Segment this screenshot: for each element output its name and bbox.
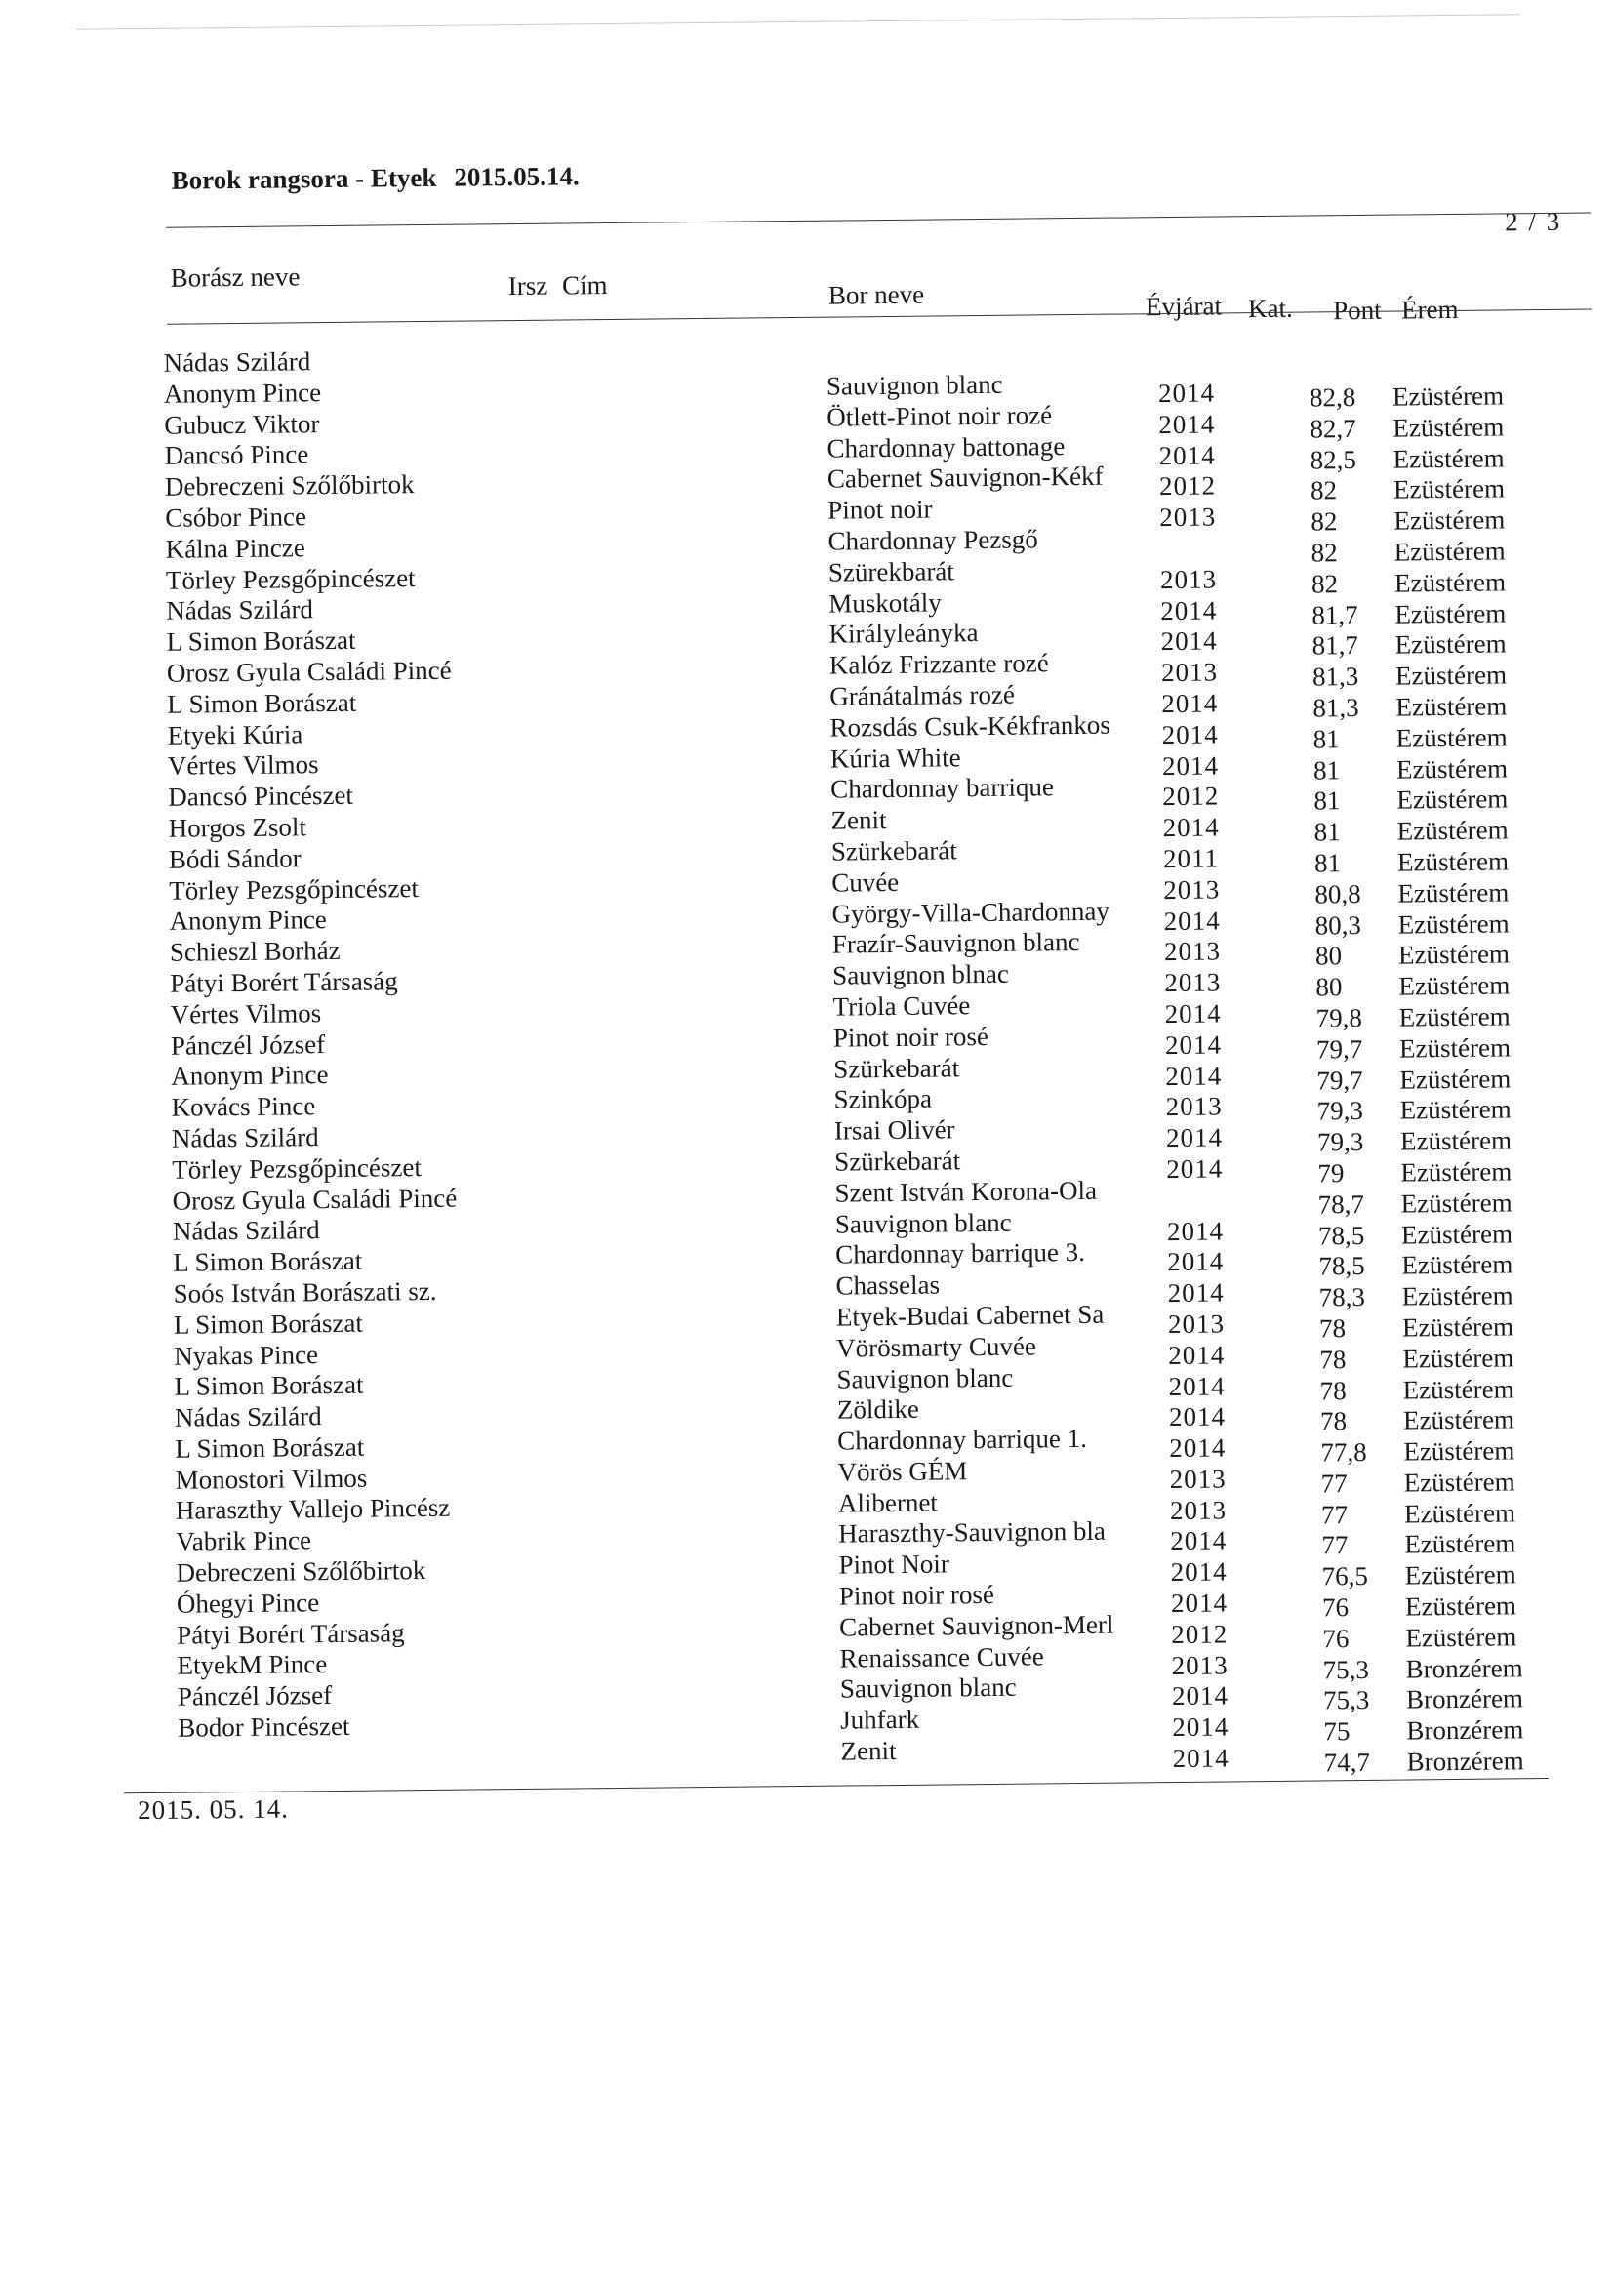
medal: Ezüstérem <box>1401 1311 1514 1343</box>
medal: Ezüstérem <box>1393 504 1506 536</box>
vintage-year: 2014 <box>1167 1246 1225 1277</box>
document-title <box>171 161 579 195</box>
medal: Ezüstérem <box>1396 784 1509 815</box>
wine-name: Kalóz Frizzante rozé <box>828 648 1049 680</box>
wine-name: Chardonnay barrique 3. <box>835 1237 1086 1269</box>
wine-name: Muskotály <box>828 587 942 619</box>
medal: Ezüstérem <box>1396 815 1509 846</box>
winemaker-name: Bodor Pincészet <box>178 1711 350 1743</box>
vintage-year: 2014 <box>1172 1712 1230 1743</box>
winemaker-name: Monostori Vilmos <box>175 1463 368 1495</box>
wine-name: Triola Cuvée <box>832 990 971 1022</box>
scan-edge-line <box>76 14 1520 29</box>
medal: Ezüstérem <box>1399 1125 1512 1156</box>
score: 79,7 <box>1316 1065 1363 1095</box>
winemaker-name: L Simon Borászat <box>175 1431 365 1464</box>
vintage-year: 2011 <box>1162 843 1220 874</box>
winemaker-name: Óhegyi Pince <box>176 1588 320 1619</box>
score: 79,7 <box>1315 1033 1363 1065</box>
vintage-year: 2014 <box>1170 1525 1228 1556</box>
medal: Ezüstérem <box>1402 1343 1514 1374</box>
page-number: 2 / 3 <box>1505 206 1562 237</box>
winemaker-name: Nádas Szilárd <box>163 346 311 378</box>
ranking-table-body <box>0 333 1613 1778</box>
medal: Ezüstérem <box>1394 628 1507 660</box>
score: 78 <box>1319 1375 1347 1405</box>
vintage-year: 2014 <box>1164 998 1222 1029</box>
winemaker-name: L Simon Borászat <box>173 1245 363 1277</box>
header-kat: Kat. <box>1247 293 1293 324</box>
wine-name: Pinot noir <box>827 494 933 525</box>
wine-name: Chardonnay battonage <box>827 430 1066 463</box>
vintage-year: 2014 <box>1168 1340 1226 1370</box>
winemaker-name: Dancsó Pince <box>164 439 309 471</box>
header-top-rule <box>166 212 1591 227</box>
vintage-year: 2013 <box>1169 1464 1227 1494</box>
wine-name: György-Villa-Chardonnay <box>831 896 1110 929</box>
vintage-year: 2013 <box>1169 1495 1228 1525</box>
score: 81 <box>1313 848 1342 878</box>
vintage-year: 2013 <box>1167 1309 1226 1339</box>
header-erem: Érem <box>1400 294 1459 325</box>
wine-name: Sauvignon blanc <box>826 369 1003 401</box>
medal: Ezüstérem <box>1395 722 1508 753</box>
vintage-year: 2014 <box>1158 440 1216 470</box>
wine-name: Ötlett-Pinot noir rozé <box>827 400 1053 432</box>
score: 82,5 <box>1310 444 1357 475</box>
score: 77 <box>1320 1469 1348 1499</box>
score: 80,8 <box>1314 878 1361 909</box>
score: 80,3 <box>1314 909 1362 941</box>
wine-name: Zöldike <box>836 1394 920 1425</box>
winemaker-name: Törley Pezsgőpincészet <box>165 562 416 595</box>
medal: Ezüstérem <box>1403 1467 1515 1498</box>
footer-date: 2015. 05. 14. <box>137 1793 290 1826</box>
winemaker-name: Pánczél József <box>177 1680 333 1712</box>
vintage-year: 2014 <box>1163 906 1221 936</box>
winemaker-name: Nyakas Pince <box>174 1339 319 1371</box>
vintage-year: 2013 <box>1159 564 1218 594</box>
winemaker-name: EtyekM Pince <box>177 1649 328 1681</box>
winemaker-name: Nádas Szilárd <box>166 594 314 626</box>
winemaker-name: L Simon Borászat <box>173 1308 364 1340</box>
vintage-year: 2014 <box>1170 1556 1228 1588</box>
vintage-year: 2013 <box>1163 936 1222 967</box>
vintage-year: 2014 <box>1168 1370 1226 1401</box>
medal: Ezüstérem <box>1399 1094 1512 1125</box>
score: 77 <box>1321 1530 1349 1560</box>
vintage-year: 2014 <box>1170 1588 1229 1619</box>
vintage-year: 2013 <box>1171 1650 1229 1680</box>
wine-name: Pinot noir rosé <box>838 1580 995 1611</box>
medal: Ezüstérem <box>1397 939 1511 970</box>
wine-name: Zenit <box>830 805 887 835</box>
wine-name: Szürekbarát <box>827 556 954 587</box>
wine-name: Gránátalmás rozé <box>829 679 1016 711</box>
winemaker-name: Anonym Pince <box>169 905 327 937</box>
winemaker-name: Haraszthy Vallejo Pincész <box>175 1493 451 1526</box>
medal: Ezüstérem <box>1403 1435 1515 1467</box>
wine-name: Frazír-Sauvignon blanc <box>831 927 1080 959</box>
winemaker-name: Nádas Szilárd <box>174 1401 322 1432</box>
medal: Ezüstérem <box>1398 970 1511 1001</box>
winemaker-name: Vértes Vilmos <box>170 997 322 1029</box>
winemaker-name: Pánczél József <box>170 1028 326 1061</box>
vintage-year: 2012 <box>1171 1619 1229 1649</box>
winemaker-name: Debreczeni Szőlőbirtok <box>164 469 415 502</box>
medal: Bronzérem <box>1406 1746 1524 1777</box>
winemaker-name: Csóbor Pince <box>165 502 307 533</box>
wine-name: Alibernet <box>837 1487 939 1518</box>
winemaker-name: Kovács Pince <box>171 1091 316 1122</box>
wine-name: Etyek-Budai Cabernet Sa <box>835 1299 1105 1332</box>
vintage-year: 2014 <box>1157 378 1216 409</box>
wine-name: Szent István Korona-Ola <box>834 1175 1098 1208</box>
vintage-year: 2014 <box>1158 409 1216 439</box>
vintage-year: 2014 <box>1167 1277 1225 1309</box>
medal: Ezüstérem <box>1399 1063 1512 1095</box>
winemaker-name: Nádas Szilárd <box>171 1122 319 1153</box>
winemaker-name: Dancsó Pincészet <box>168 780 354 812</box>
medal: Ezüstérem <box>1400 1188 1512 1219</box>
wine-name: Sauvignon blnac <box>832 958 1010 990</box>
medal: Ezüstérem <box>1401 1280 1513 1311</box>
header-irsz: Irsz <box>507 270 548 302</box>
vintage-year: 2013 <box>1163 874 1221 905</box>
score: 81 <box>1312 754 1341 785</box>
medal: Ezüstérem <box>1392 442 1505 474</box>
vintage-year: 2014 <box>1161 688 1219 719</box>
winemaker-name: Debreczeni Szőlőbirtok <box>176 1555 426 1588</box>
score: 75,3 <box>1322 1685 1370 1715</box>
score: 78,5 <box>1318 1251 1365 1281</box>
medal: Bronzérem <box>1406 1714 1524 1746</box>
medal: Ezüstérem <box>1404 1559 1516 1591</box>
score: 78 <box>1319 1406 1348 1436</box>
wine-name: Chasselas <box>835 1269 941 1301</box>
score: 76,5 <box>1321 1561 1369 1591</box>
score: 82 <box>1311 538 1338 568</box>
score: 79,3 <box>1316 1096 1364 1126</box>
medal: Ezüstérem <box>1400 1156 1512 1188</box>
vintage-year: 2014 <box>1171 1680 1230 1712</box>
winemaker-name: Anonym Pince <box>171 1060 329 1092</box>
score: 75,3 <box>1322 1654 1370 1685</box>
vintage-year: 2014 <box>1161 719 1219 749</box>
wine-name: Szürkebarát <box>834 1146 961 1177</box>
wine-name: Szürkebarát <box>833 1052 960 1084</box>
winemaker-name: Etyeki Kúria <box>167 718 303 750</box>
score: 81 <box>1313 817 1341 847</box>
winemaker-name: Vértes Vilmos <box>167 749 319 782</box>
wine-name: Királyleányka <box>828 618 979 650</box>
medal: Ezüstérem <box>1394 660 1508 691</box>
score: 81 <box>1312 723 1340 754</box>
vintage-year: 2014 <box>1164 1029 1223 1060</box>
score: 82 <box>1311 506 1338 537</box>
header-cim: Cím <box>561 270 608 301</box>
wine-name: Cabernet Sauvignon-Merl <box>839 1609 1114 1642</box>
title-text: Borok rangsora - Etyek <box>171 162 437 195</box>
medal: Ezüstérem <box>1400 1218 1513 1250</box>
medal: Ezüstérem <box>1402 1404 1515 1435</box>
score: 82 <box>1311 568 1339 599</box>
medal: Ezüstérem <box>1401 1249 1513 1280</box>
wine-name: Vörösmarty Cuvée <box>836 1331 1037 1363</box>
score: 81,3 <box>1312 692 1359 723</box>
wine-name: Juhfark <box>840 1705 920 1735</box>
medal: Bronzérem <box>1405 1683 1524 1714</box>
score: 78,3 <box>1318 1282 1366 1312</box>
winemaker-name: Schieszl Borház <box>169 936 341 967</box>
wine-name: Zenit <box>840 1736 897 1766</box>
medal: Ezüstérem <box>1394 597 1507 629</box>
wine-name: Haraszthy-Sauvignon bla <box>838 1516 1107 1550</box>
medal: Ezüstérem <box>1404 1591 1517 1622</box>
medal: Ezüstérem <box>1402 1373 1514 1405</box>
vintage-year: 2014 <box>1165 1122 1224 1153</box>
score: 78,5 <box>1317 1220 1365 1250</box>
winemaker-name: Törley Pezsgőpincészet <box>172 1151 423 1185</box>
vintage-year: 2013 <box>1164 967 1222 998</box>
header-wine: Bor neve <box>827 279 925 310</box>
wine-name: Chardonnay barrique <box>830 772 1055 805</box>
vintage-year: 2014 <box>1161 750 1220 781</box>
wine-name: Sauvignon blanc <box>836 1362 1014 1394</box>
vintage-year: 2013 <box>1160 657 1219 688</box>
medal: Ezüstérem <box>1398 1032 1512 1064</box>
vintage-year: 2012 <box>1158 470 1217 502</box>
medal: Ezüstérem <box>1403 1498 1516 1529</box>
score: 81,7 <box>1311 599 1358 630</box>
score: 76 <box>1322 1624 1350 1654</box>
header-pont: Pont <box>1332 295 1382 326</box>
vintage-year: 2013 <box>1159 502 1217 533</box>
score: 77,8 <box>1320 1437 1367 1468</box>
winemaker-name: Pátyi Borért Társaság <box>170 966 398 998</box>
score: 82 <box>1310 475 1338 505</box>
winemaker-name: Horgos Zsolt <box>168 812 307 843</box>
header-name: Borász neve <box>170 262 301 293</box>
medal: Ezüstérem <box>1391 381 1505 412</box>
score: 74,7 <box>1323 1747 1371 1778</box>
score: 79,3 <box>1316 1127 1364 1157</box>
score: 78,7 <box>1317 1188 1365 1220</box>
title-date: 2015.05.14. <box>454 161 580 192</box>
wine-name: Cuvée <box>831 866 900 898</box>
vintage-year: 2014 <box>1166 1153 1224 1184</box>
winemaker-name: Soós István Borászati sz. <box>173 1275 437 1309</box>
vintage-year: 2014 <box>1168 1401 1227 1432</box>
vintage-year: 2014 <box>1165 1061 1223 1091</box>
medal: Ezüstérem <box>1392 412 1505 443</box>
vintage-year: 2013 <box>1165 1091 1223 1122</box>
winemaker-name: Törley Pezsgőpincészet <box>169 872 420 906</box>
medal: Ezüstérem <box>1404 1528 1516 1560</box>
score: 76 <box>1321 1592 1350 1623</box>
winemaker-name: Kálna Pincze <box>165 533 305 564</box>
score: 78 <box>1318 1313 1347 1344</box>
wine-name: Pinot Noir <box>838 1549 949 1580</box>
vintage-year: 2014 <box>1160 595 1218 625</box>
wine-name: Pinot noir rosé <box>832 1021 989 1053</box>
wine-name: Szürkebarát <box>830 835 957 866</box>
medal: Ezüstérem <box>1397 907 1510 940</box>
score: 82,8 <box>1309 382 1356 413</box>
vintage-year: 2012 <box>1162 781 1220 812</box>
medal: Ezüstérem <box>1392 473 1506 504</box>
vintage-year: 2014 <box>1162 812 1220 843</box>
medal: Ezüstérem <box>1395 691 1508 722</box>
winemaker-name: L Simon Borászat <box>166 624 356 657</box>
medal: Bronzérem <box>1405 1652 1523 1684</box>
medal: Ezüstérem <box>1393 567 1507 598</box>
score: 78 <box>1319 1344 1347 1375</box>
score: 75 <box>1323 1716 1351 1747</box>
wine-name: Kúria White <box>829 742 961 774</box>
medal: Ezüstérem <box>1405 1622 1517 1653</box>
score: 80 <box>1315 972 1343 1002</box>
wine-name: Chardonnay barrique 1. <box>837 1424 1088 1456</box>
wine-name: Sauvignon blanc <box>834 1207 1012 1239</box>
score: 82,7 <box>1310 413 1356 444</box>
vintage-year: 2014 <box>1160 625 1218 657</box>
vintage-year: 2014 <box>1166 1215 1225 1246</box>
winemaker-name: L Simon Borászat <box>167 687 357 719</box>
score: 77 <box>1320 1499 1349 1530</box>
vintage-year: 2014 <box>1172 1743 1230 1774</box>
winemaker-name: Orosz Gyula Családi Pincé <box>172 1183 458 1216</box>
score: 81,7 <box>1311 630 1359 661</box>
header-irsz-cim <box>508 270 608 302</box>
medal: Ezüstérem <box>1396 846 1510 877</box>
winemaker-name: Bódi Sándor <box>168 843 302 874</box>
vintage-year: 2014 <box>1169 1432 1227 1464</box>
score: 81 <box>1313 785 1341 816</box>
wine-name: Cabernet Sauvignon-Kékf <box>827 462 1104 495</box>
medal: Ezüstérem <box>1393 536 1506 567</box>
score: 81,3 <box>1311 662 1359 692</box>
score: 79,8 <box>1315 1002 1363 1033</box>
winemaker-name: Gubucz Viktor <box>164 408 320 440</box>
winemaker-name: Anonym Pince <box>163 377 322 409</box>
winemaker-name: Vabrik Pince <box>176 1525 312 1557</box>
medal: Ezüstérem <box>1395 752 1509 785</box>
winemaker-name: L Simon Borászat <box>174 1369 364 1402</box>
winemaker-name: Pátyi Borért Társaság <box>177 1617 405 1650</box>
winemaker-name: Orosz Gyula Családi Pincé <box>166 655 452 688</box>
wine-name: Rozsdás Csuk-Kékfrankos <box>829 709 1110 743</box>
wine-name: Vörös GÉM <box>837 1456 968 1487</box>
medal: Ezüstérem <box>1397 877 1510 908</box>
wine-name: Chardonnay Pezsgő <box>827 524 1038 556</box>
medal: Ezüstérem <box>1398 1001 1511 1032</box>
wine-name: Renaissance Cuvée <box>839 1641 1044 1673</box>
score: 79 <box>1317 1158 1345 1188</box>
header-year: Évjárat <box>1145 291 1223 322</box>
wine-name: Szinkópa <box>833 1083 933 1114</box>
winemaker-name: Nádas Szilárd <box>172 1215 320 1247</box>
footer-rule <box>124 1778 1549 1793</box>
wine-name: Irsai Olivér <box>833 1114 955 1146</box>
score: 80 <box>1314 941 1343 971</box>
wine-name: Sauvignon blanc <box>839 1672 1017 1705</box>
